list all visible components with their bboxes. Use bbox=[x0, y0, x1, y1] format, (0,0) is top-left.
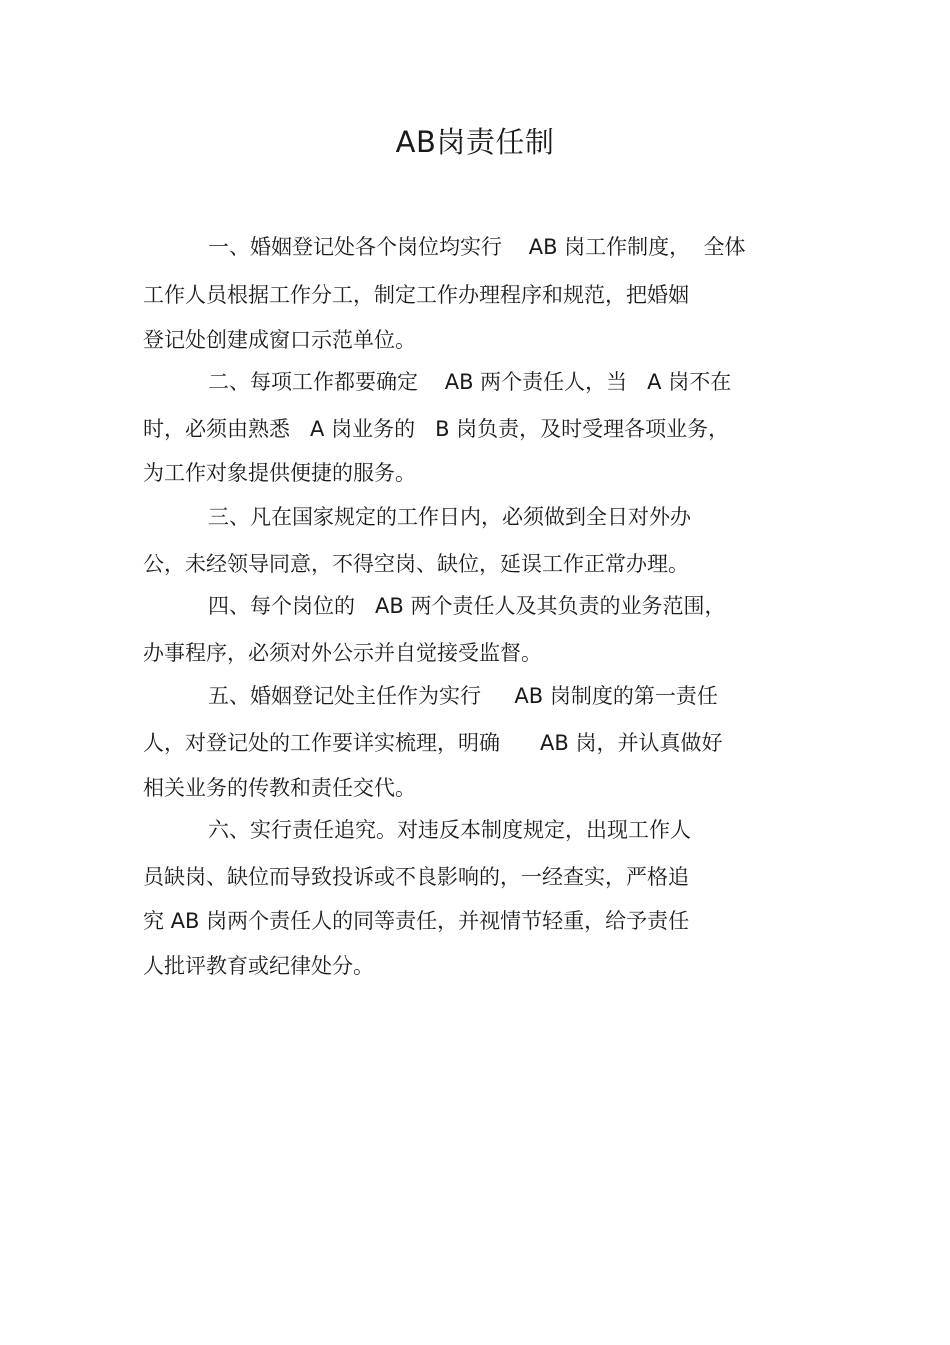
paragraph-5-line-3: 相关业务的传教和责任交代。 bbox=[143, 776, 416, 800]
paragraph-1-line-1: 一、婚姻登记处各个岗位均实行 AB 岗工作制度， 全体 bbox=[208, 235, 746, 259]
paragraph-2-line-1: 二、每项工作都要确定 AB 两个责任人，当 A 岗不在 bbox=[208, 370, 732, 394]
document-title: AB岗责任制 bbox=[395, 125, 555, 159]
paragraph-6-line-3: 究 AB 岗两个责任人的同等责任，并视情节轻重，给予责任 bbox=[143, 909, 690, 933]
paragraph-6-line-2: 员缺岗、缺位而导致投诉或不良影响的，一经查实，严格追 bbox=[143, 865, 689, 889]
paragraph-2-line-2: 时，必须由熟悉 A 岗业务的 B 岗负责，及时受理各项业务， bbox=[143, 417, 730, 441]
paragraph-3-line-1: 三、凡在国家规定的工作日内，必须做到全日对外办 bbox=[208, 505, 691, 529]
paragraph-5-line-2: 人，对登记处的工作要详实梳理，明确 AB 岗，并认真做好 bbox=[143, 731, 723, 755]
paragraph-1-line-3: 登记处创建成窗口示范单位。 bbox=[143, 328, 416, 352]
paragraph-5-line-1: 五、婚姻登记处主任作为实行 AB 岗制度的第一责任 bbox=[208, 684, 718, 708]
paragraph-6-line-1: 六、实行责任追究。对违反本制度规定，出现工作人 bbox=[208, 818, 691, 842]
paragraph-4-line-1: 四、每个岗位的 AB 两个责任人及其负责的业务范围， bbox=[208, 594, 726, 618]
paragraph-2-line-3: 为工作对象提供便捷的服务。 bbox=[143, 461, 416, 485]
paragraph-4-line-2: 办事程序，必须对外公示并自觉接受监督。 bbox=[143, 641, 542, 665]
paragraph-3-line-2: 公，未经领导同意，不得空岗、缺位，延误工作正常办理。 bbox=[143, 552, 689, 576]
paragraph-6-line-4: 人批评教育或纪律处分。 bbox=[143, 954, 374, 978]
paragraph-1-line-2: 工作人员根据工作分工，制定工作办理程序和规范，把婚姻 bbox=[143, 283, 689, 307]
